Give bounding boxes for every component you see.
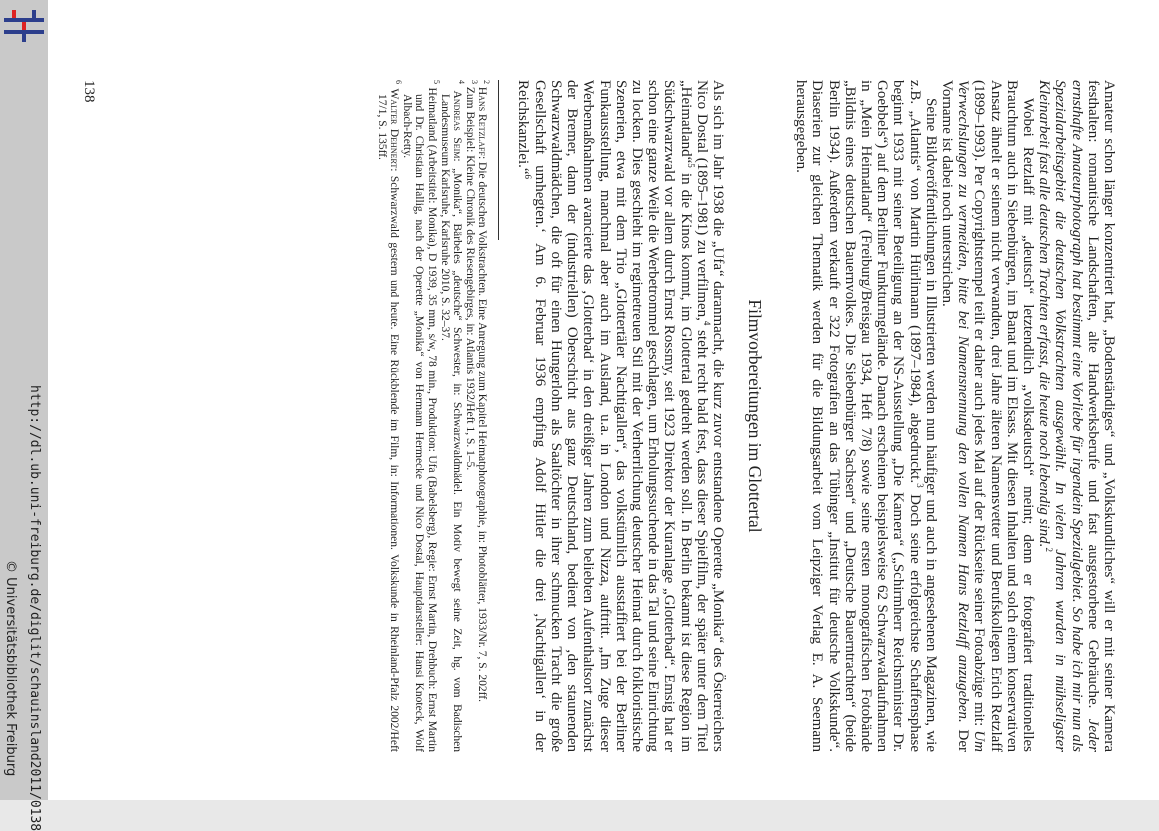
- paragraph-4: Als sich im Jahr 1938 die „Ufa“ daranmacht, die kurz zuvor entstandene Operette „Monika“ des Österreichers Nico Dostal (1895–1981) zu verfilmen,$^4$ steht recht bald fest, dass dieser Spielfilm, der später unter dem Titel „Heimatland“$^5$ in die Kinos kommt, im Glottertal gedreht werden soll. In Berlin bekannt ist diese Region im Südschwarzwald vor allem durch Ernst Rossmy, seit 1923 Direktor der Kuranlage „Glotterbad“. Emsig hat er schon eine ganze Weile die Werbetrommel geschlagen, um Erholungssuchende in das Tal und seine Einrichtung zu locken. Dies geschieht im regimetreuen Stil mit der Verherrlichung deutscher Heimat durch folkloristische Szenerien, etwa mit dem Trio „Glottertäler Nachtigallen“, das volkstümlich ausstaffiert bei der Berliner Funkausstellung, manchmal aber auch im Ausland, u.a. in London und Nizza, auftritt. „Im Zuge dieser Werbemaßnahmen avancierte das ‚Glotterbad‘ in den dreißiger Jahren zum beliebten Aufenthaltsort zunächst der Bremer, dann der (industriellen) Oberschicht aus ganz Deutschland, bedient von ‚den staunenden Schwarzwaldmädchen, die oft für einen Hungerlohn als Saaltöchter in ihrer schmucken Tracht die große Gesellschaft umhegten.‘ Am 6. Februar 1936 empfing Adolf Hitler die drei ‚Nachtigallen‘ in der Reichskanzlei.“$^6$: [515, 80, 726, 752]
- footnote-divider: [498, 80, 499, 240]
- document-url[interactable]: http://dl.ub.uni-freiburg.de/diglit/schauinsland2011/0138: [27, 385, 42, 831]
- footnote: $^2$ Hans Retzlaff: Die deutschen Volkstrachten. Eine Anregung zum Kapitel Heimatphotographie, in: Photoblätter, 1933/Nr. 7, S. 202ff.: [476, 80, 492, 702]
- page-number: 138: [81, 80, 97, 103]
- paragraph-2: Wobei Retzlaff mit „deutsch“ letztendlich „volksdeutsch“ meint; denn er fotografiert traditionelles Brauchtum auch in Siebenbürgen, im Banat und im Elsass. Mit diesen Inhalten und solch einem konservativen Ansatz ähnelt er seinem nicht verwandten, drei Jahre älteren Namensvetter und Berufskollegen Erich Retzlaff (1899–1993). Per Copyrightstempel teilt er daher auch jedes Mal auf der Rückseite seiner Fotoabzüge mit: Um Verwechslungen zu vermeiden, bitte bei Namensnennung den vollen Namen Hans Retzlaff anzugeben. Der Vorname ist dabei noch unterstrichen.: [938, 80, 1036, 752]
- footnotes: [375, 80, 492, 753]
- paragraph-3: Seine Bildveröffentlichungen in Illustrierten werden nun häufiger und auch in angesehenen Magazinen, wie z.B. „Atlantis“ von Martin Hürlimann (1897–1984), abgedruckt.$^3$ Doch seine erfolgreichste Schaffensphase beginnt 1933 mit seiner Beteiligung an der NS-Ausstellung „Die Kamera“ („Schirmherr Reichsminister Dr. Goebbels“) auf dem Berliner Funkturmgelände. Danach erscheinen beispielsweise 62 Schwarzwaldaufnahmen in „Mein Heimatland“ (Freiburg/Breisgau 1934, Heft 7/8) sowie seine ersten monografischen Fotobände „Bildnis eines deutschen Bauernvolkes. Die Siebenbürger Sachsen“ und „Deutsche Bauerntrachten“ (beide Berlin 1934). Außerdem verkauft er 322 Fotografien an das Tübinger „Institut für deutsche Volkskunde“. Diaserien zur gleichen Thematik werden für die Bildungsarbeit vom Leipziger Verlag E. A. Seemann herausgegeben.: [793, 80, 939, 752]
- scanned-page: [48, 0, 1159, 800]
- university-logo-icon: [4, 6, 44, 46]
- paragraph-1: Amateur schon länger konzentriert hat, „Bodenständiges“ und „Volkskundliches“ will er mit seiner Kamera festhalten: romantische Landschaften, alte Handwerksberufe und fast ausgestorbene Gebräuche. Jeder ernsthafte Amateurphotograph hat bestimmt eine Vorliebe für irgendein Spezialgebiet. So habe ich mir nun als Spezialarbeitsgebiet die deutschen Volkstrachten ausgewählt. In vielen Jahren wurden in mühseligster Kleinarbeit fast alle deutschen Trachten erfasst, die heute noch lebendig sind.$^2$: [1036, 80, 1117, 752]
- footnote: $^6$ Walter Dehnert: Schwarzwald gestern und heute. Eine Rückblende im Film, in: Informationen. Volkskunde in Rheinland-Pfalz 2002/Heft 17/1, S. 135ff.: [375, 80, 403, 752]
- footnote: $^5$ Heimatland (Arbeitstitel: Monika), D 1939, 35 mm, s/w, 78 min., Produktion: Ufa (Babelsberg), Regie: Ernst Martin, Drehbuch: Ernst Martin und Dr. Christian Hallig, nach der Operette „Monika“ von Hermann Hermecke und Nico Dostal, Hauptdarsteller: Hansi Knoteck, Wolf Albach-Retty.: [400, 80, 441, 752]
- document-viewport[interactable]: [48, 0, 1159, 800]
- section-heading: Filmvorbereitungen im Glottertal: [744, 299, 765, 533]
- copyright-notice: © Universitätsbibliothek Freiburg: [3, 560, 18, 777]
- footnote: $^3$ Zum Beispiel: Kleine Chronik des Riesengebirges, in: Atlantis 1932/Heft 1, S. 1–5.: [463, 80, 479, 471]
- footnote: $^4$ Andreas Seim: „Monika“, Bärbeles „deutsche“ Schwester, in: Schwarzwaldmädel. Ein Motiv bewegt seine Zeit, hg. vom Badischen Landesmuseum Karlsruhe, Karlsruhe 2010, S. 32–37.: [438, 80, 466, 753]
- page-text: [375, 80, 1117, 752]
- viewer-sidebar: [0, 0, 49, 831]
